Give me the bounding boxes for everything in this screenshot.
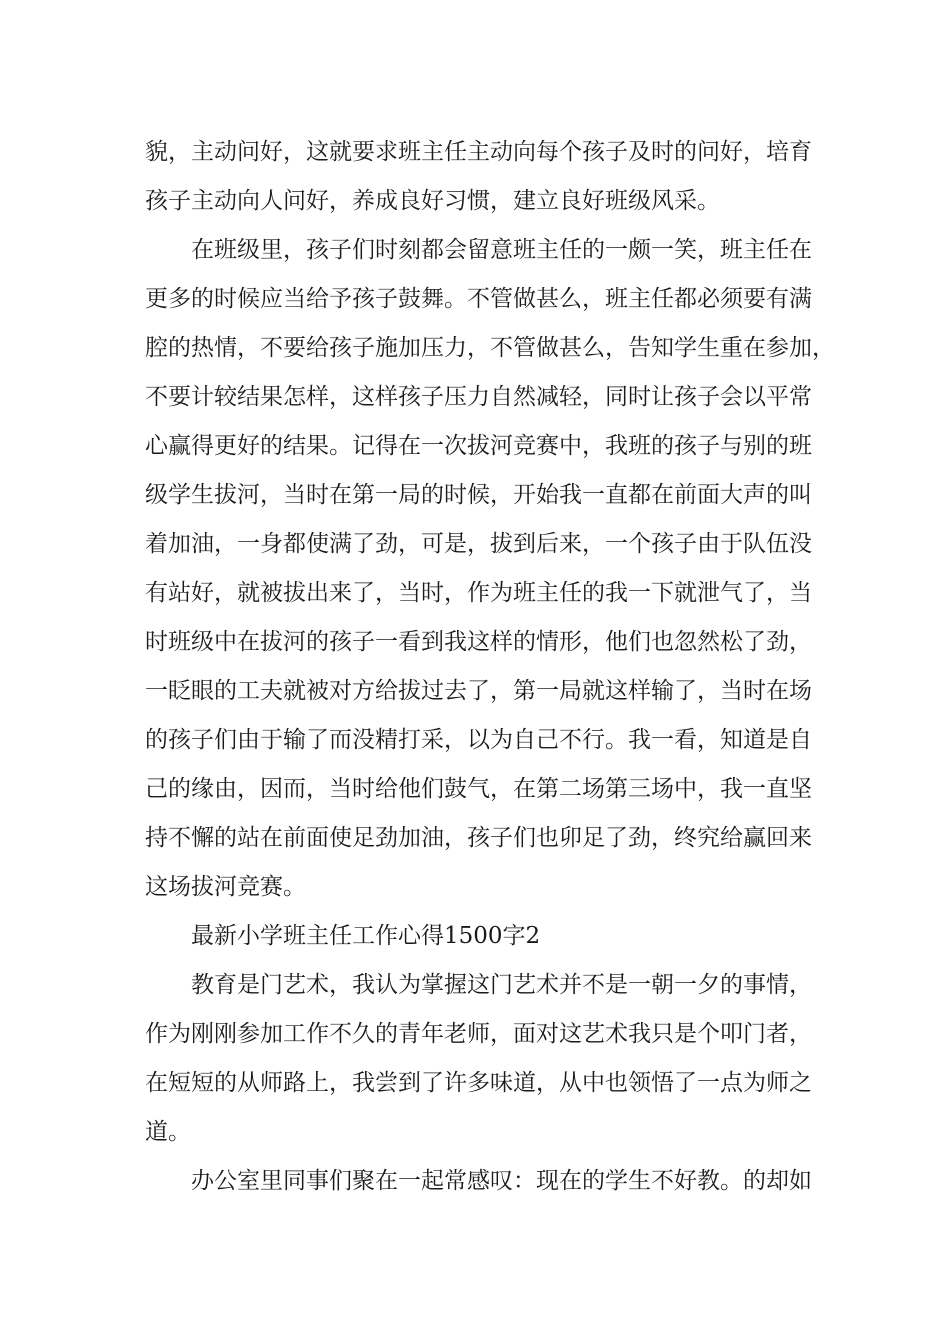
text-line: 的孩子们由于输了而没精打采，以为自己不行。我一看，知道是自: [145, 727, 812, 753]
text-line: 道。: [145, 1119, 191, 1145]
text-line: 己的缘由，因而，当时给他们鼓气，在第二场第三场中，我一直坚: [145, 776, 812, 802]
paragraph-first-line: 办公室里同事们聚在一起常感叹：现在的学生不好教。的却如: [191, 1168, 812, 1194]
text-line: 这场拔河竞赛。: [145, 874, 306, 900]
text-line: 作为刚刚参加工作不久的青年老师，面对这艺术我只是个叩门者，: [145, 1021, 812, 1047]
paragraph-first-line: 在班级里，孩子们时刻都会留意班主任的一颇一笑，班主任在: [191, 237, 812, 263]
text-line: 级学生拔河，当时在第一局的时候，开始我一直都在前面大声的叫: [145, 482, 812, 508]
text-line: 一眨眼的工夫就被对方给拔过去了，第一局就这样输了，当时在场: [145, 678, 812, 704]
text-line: 不要计较结果怎样，这样孩子压力自然减轻，同时让孩子会以平常: [145, 384, 812, 410]
text-line: 时班级中在拔河的孩子一看到我这样的情形，他们也忽然松了劲，: [145, 629, 812, 655]
text-line: 持不懈的站在前面使足劲加油，孩子们也卯足了劲，终究给赢回来: [145, 825, 812, 851]
text-line: 有站好，就被拔出来了，当时，作为班主任的我一下就泄气了，当: [145, 580, 812, 606]
text-line: 貌，主动问好，这就要求班主任主动向每个孩子及时的问好，培育: [145, 139, 812, 165]
paragraph-first-line: 教育是门艺术，我认为掌握这门艺术并不是一朝一夕的事情，: [191, 972, 812, 998]
text-line: 腔的热情，不要给孩子施加压力，不管做甚么，告知学生重在参加，: [145, 335, 835, 361]
document-body: [145, 128, 835, 1206]
section-heading: 最新小学班主任工作心得1500字2: [191, 923, 541, 949]
text-line: 着加油，一身都使满了劲，可是，拔到后来，一个孩子由于队伍没: [145, 531, 812, 557]
text-line: 在短短的从师路上，我尝到了许多味道，从中也领悟了一点为师之: [145, 1070, 812, 1096]
text-line: 更多的时候应当给予孩子鼓舞。不管做甚么，班主任都必须要有满: [145, 286, 812, 312]
text-line: 心赢得更好的结果。记得在一次拔河竞赛中，我班的孩子与别的班: [145, 433, 812, 459]
text-line: 孩子主动向人问好，养成良好习惯，建立良好班级风采。: [145, 188, 720, 214]
